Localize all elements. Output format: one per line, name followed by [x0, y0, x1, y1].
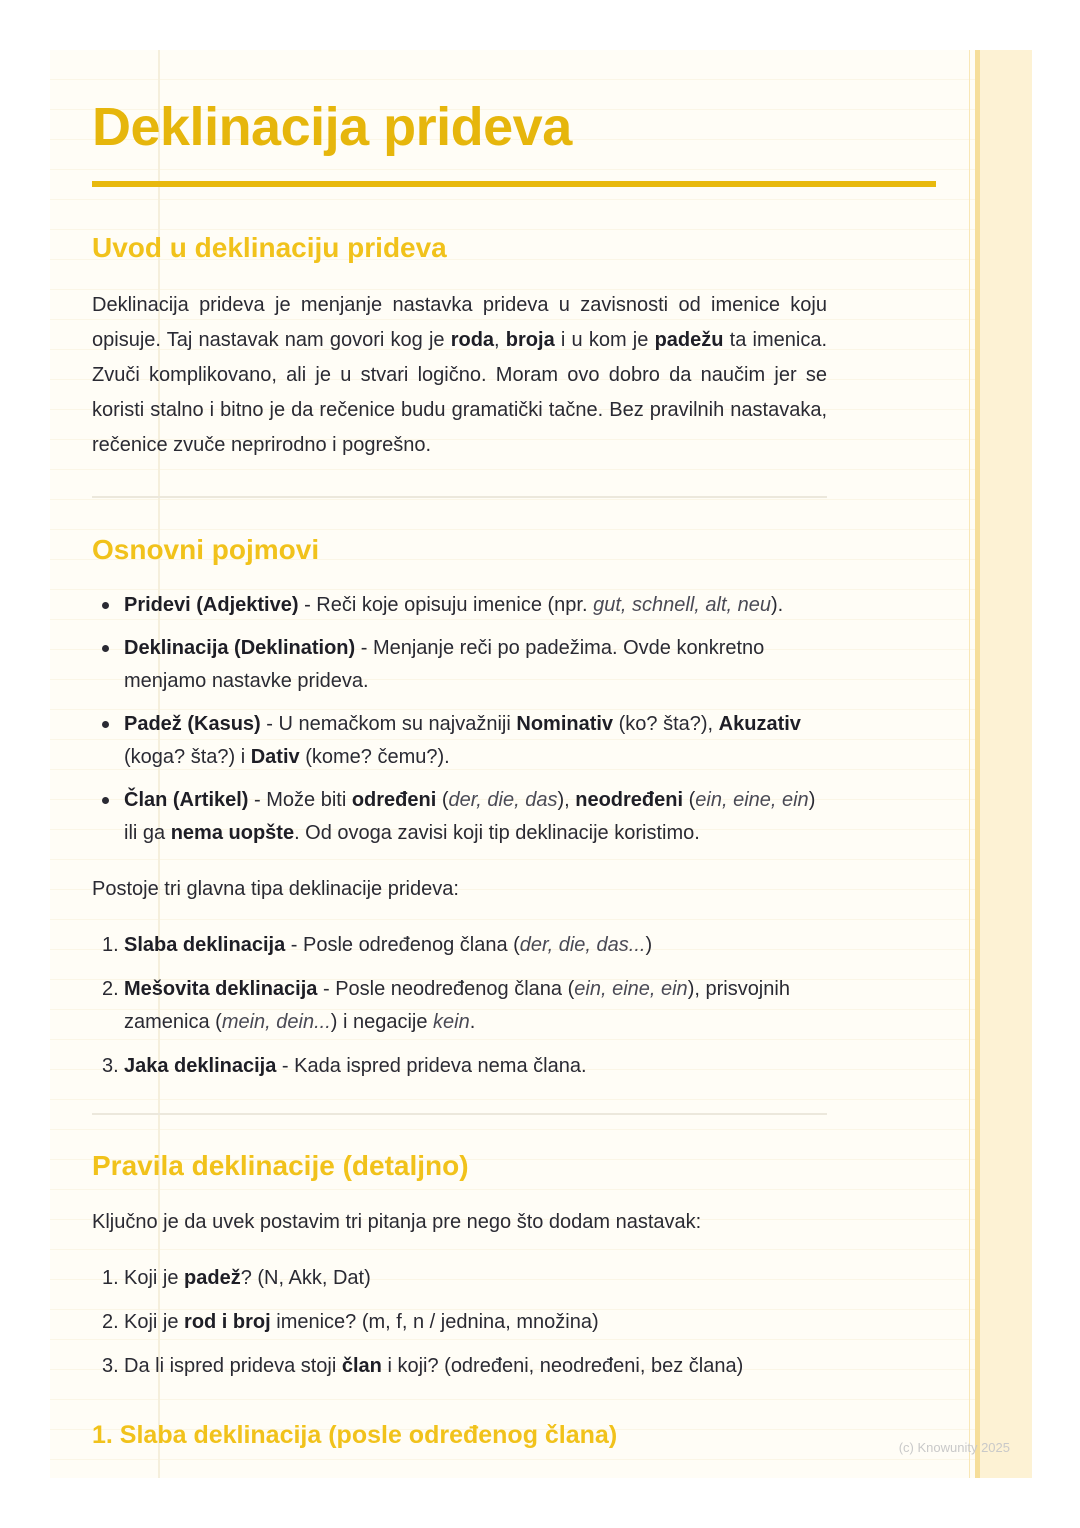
intro-paragraph: Deklinacija prideva je menjanje nastavka prideva u zavisnosti od imenice koju opisuje. Taj nastavak nam govori kog je roda, broja i u kom je padežu ta imenica. Zvuči komplikovano, ali je u stvari logično. Moram ovo dobro da naučim jer se koristi stalno i bitno je da rečenice budu gramatički tačne. Bez pravilnih nastavaka, rečenice zvuče neprirodno i pogrešno.: [92, 294, 827, 456]
list-item: 3. Jaka deklinacija - Kada ispred prideva nema člana.: [102, 1055, 587, 1077]
list-item: 2. Mešovita deklinacija - Posle neodređenog člana (ein, eine, ein), prisvojnih zamenica (mein, dein...) i negacije kein.: [102, 978, 790, 1033]
list-item: Član (Artikel) - Može biti određeni (der, die, das), neodređeni (ein, eine, ein) ili ga nema uopšte. Od ovoga zavisi koji tip deklinacije koristimo.: [92, 784, 827, 850]
title-underline: [92, 181, 936, 187]
list-item: 1. Slaba deklinacija - Posle određenog člana (der, die, das...): [102, 934, 653, 956]
list-item: Padež (Kasus) - U nemačkom su najvažniji Nominativ (ko? šta?), Akuzativ (koga? šta?) i Dativ (kome? čemu?).: [92, 708, 827, 774]
copyright-footer: (c) Knowunity 2025: [898, 1440, 1010, 1455]
list-item: Deklinacija (Deklination) - Menjanje reči po padežima. Ovde konkretno menjamo nastavke prideva.: [92, 632, 827, 698]
subsection-heading-weak: 1. Slaba deklinacija (posle određenog člana): [92, 1421, 618, 1449]
rules-intro: Ključno je da uvek postavim tri pitanja pre nego što dodam nastavak:: [92, 1211, 702, 1233]
basics-list: [92, 589, 827, 860]
page-title: Deklinacija prideva: [92, 97, 572, 157]
right-margin-strip: [976, 50, 1032, 1478]
list-item: 3. Da li ispred prideva stoji član i koji? (određeni, neodređeni, bez člana): [102, 1355, 744, 1377]
list-item: 1. Koji je padež? (N, Akk, Dat): [102, 1267, 371, 1289]
list-item: Pridevi (Adjektive) - Reči koje opisuju imenice (npr. gut, schnell, alt, neu).: [92, 589, 827, 622]
section-divider: [92, 496, 827, 498]
right-margin-rule: [975, 50, 980, 1478]
questions-list: [92, 1262, 827, 1394]
types-list: [92, 929, 827, 1094]
section-divider: [92, 1113, 827, 1115]
list-item: 2. Koji je rod i broj imenice? (m, f, n / jednina, množina): [102, 1311, 599, 1333]
section-heading-basics: Osnovni pojmovi: [92, 534, 320, 565]
right-margin-rule-thin: [969, 50, 970, 1478]
types-intro: Postoje tri glavna tipa deklinacije prideva:: [92, 878, 459, 900]
section-heading-intro: Uvod u deklinaciju prideva: [92, 232, 447, 263]
section-heading-rules: Pravila deklinacije (detaljno): [92, 1150, 469, 1181]
